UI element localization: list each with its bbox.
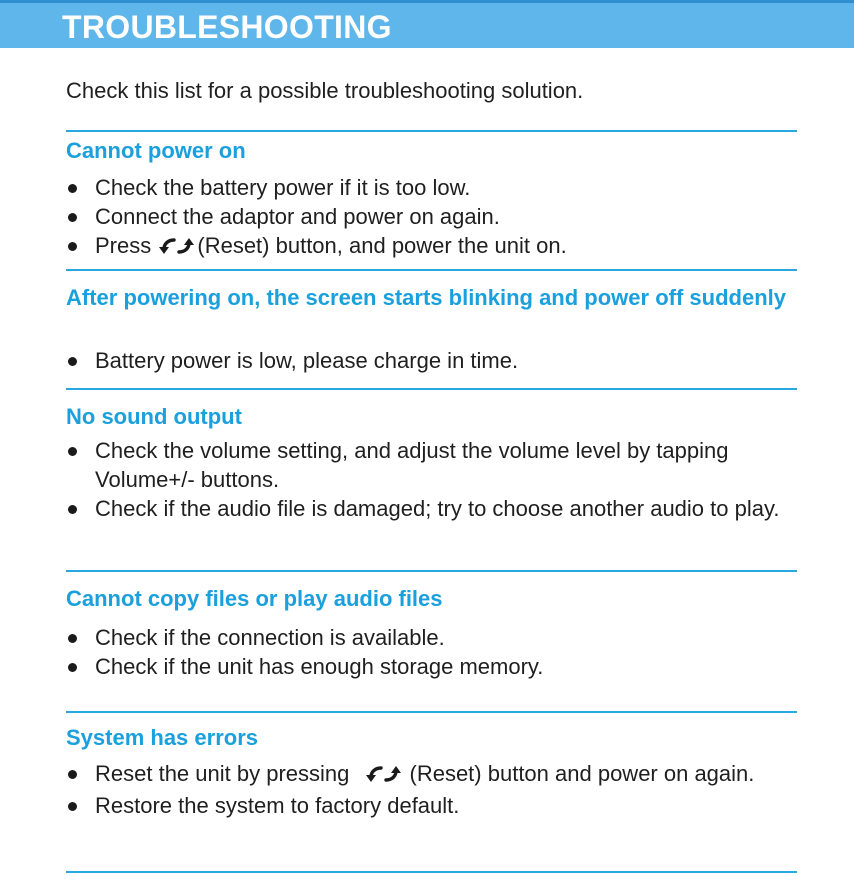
section-divider — [66, 570, 797, 572]
list-item: Check if the audio file is damaged; try to choose another audio to play. — [66, 494, 801, 523]
list-item: Check if the unit has enough storage memory. — [66, 652, 801, 681]
list-item: Check the volume setting, and adjust the volume level by tapping Volume+/- buttons. — [66, 436, 801, 494]
section-list-cannot-copy — [66, 623, 801, 681]
header-bar — [0, 0, 854, 48]
bullet-icon — [68, 770, 77, 779]
section-divider — [66, 130, 797, 132]
bullet-icon — [68, 634, 77, 643]
section-title-no-sound: No sound output — [66, 404, 242, 429]
list-item: Press (Reset) button, and power the unit on. — [66, 231, 801, 263]
section-divider — [66, 388, 797, 390]
bullet-icon — [68, 663, 77, 672]
section-divider — [66, 711, 797, 713]
list-item: Reset the unit by pressing (Reset) button and power on again. — [66, 759, 801, 791]
reset-icon — [366, 762, 402, 791]
bullet-icon — [68, 802, 77, 811]
section-title-cannot-power-on: Cannot power on — [66, 138, 246, 163]
page-title: TROUBLESHOOTING — [62, 9, 392, 45]
bullet-icon — [68, 184, 77, 193]
intro-text: Check this list for a possible troubleshooting solution. — [66, 78, 584, 103]
section-list-cannot-power-on — [66, 173, 801, 263]
list-item: Restore the system to factory default. — [66, 791, 801, 820]
list-item: Battery power is low, please charge in time. — [66, 346, 801, 375]
bullet-icon — [68, 505, 77, 514]
section-divider — [66, 871, 797, 873]
section-list-screen-blinking — [66, 346, 801, 375]
section-list-system-errors — [66, 759, 801, 820]
section-title-system-errors: System has errors — [66, 725, 258, 750]
section-title-cannot-copy: Cannot copy files or play audio files — [66, 586, 443, 611]
bullet-icon — [68, 213, 77, 222]
bullet-icon — [68, 447, 77, 456]
bullet-icon — [68, 357, 77, 366]
reset-icon — [159, 234, 195, 263]
list-item: Connect the adaptor and power on again. — [66, 202, 801, 231]
bullet-icon — [68, 242, 77, 251]
section-title-screen-blinking: After powering on, the screen starts blinking and power off suddenly — [66, 285, 786, 310]
section-list-no-sound — [66, 436, 801, 523]
section-divider — [66, 269, 797, 271]
list-item: Check the battery power if it is too low. — [66, 173, 801, 202]
list-item: Check if the connection is available. — [66, 623, 801, 652]
